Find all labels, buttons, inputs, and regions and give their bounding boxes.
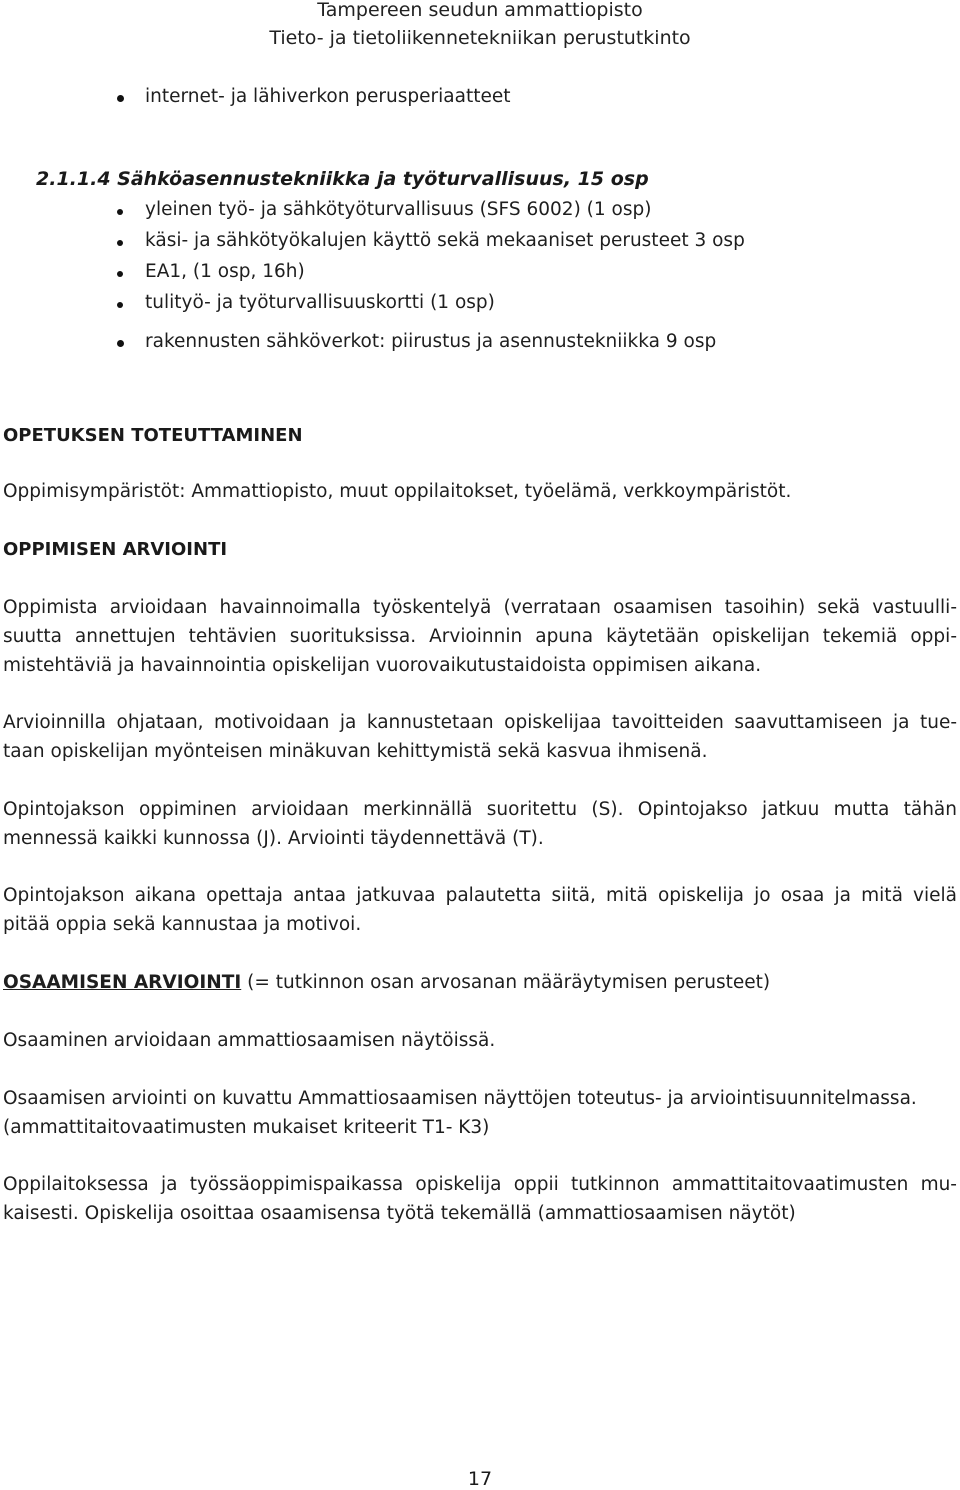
list-item: EA1, (1 osp, 16h)	[145, 261, 305, 282]
bullet-icon	[117, 209, 123, 215]
paragraph-line: Opintojakson oppiminen arvioidaan merkinnällä suoritettu (S). Opintojakso jatkuu mutta tähän	[3, 799, 957, 820]
heading-osaamisen-arviointi: OSAAMISEN ARVIOINTI	[3, 972, 242, 993]
learning-environments-text: Oppimisympäristöt: Ammattiopisto, muut oppilaitokset, työelämä, verkkoympäristöt.	[3, 481, 792, 502]
paragraph-line: kaisesti. Opiskelija osoittaa osaamisensa työtä tekemällä (ammattiosaamisen näytöt)	[3, 1203, 796, 1224]
paragraph-line: Oppilaitoksessa ja työssäoppimispaikassa opiskelija oppii tutkinnon ammattitaitovaatimusten mu-	[3, 1174, 957, 1195]
paragraph-line: pitää oppia sekä kannustaa ja motivoi.	[3, 914, 362, 935]
bullet-icon	[117, 95, 124, 102]
paragraph-line: mennessä kaikki kunnossa (J). Arviointi täydennettävä (T).	[3, 828, 544, 849]
heading-suffix: (= tutkinnon osan arvosanan määräytymisen perusteet)	[241, 972, 771, 993]
bullet-icon	[117, 302, 123, 308]
paragraph-line: Arvioinnilla ohjataan, motivoidaan ja kannustetaan opiskelijaa tavoitteiden saavuttamiseen ja tue-	[3, 712, 957, 733]
paragraph-line: Osaamisen arviointi on kuvattu Ammattiosaamisen näyttöjen toteutus- ja arviointisuunnitelmassa.	[3, 1088, 917, 1109]
paragraph-line: suutta annettujen tehtävien suorituksissa. Arvioinnin apuna käytetään opiskelijan tekemiä oppi-	[3, 626, 957, 647]
paragraph-line: Oppimista arvioidaan havainnoimalla työskentelyä (verrataan osaamisen tasoihin) sekä vastuulli-	[3, 597, 957, 618]
paragraph-line: Osaaminen arvioidaan ammattiosaamisen näytöissä.	[3, 1030, 496, 1051]
paragraph-line: taan opiskelijan myönteisen minäkuvan kehittymistä sekä kasvua ihmisenä.	[3, 741, 708, 762]
bullet-icon	[117, 340, 124, 347]
list-item: yleinen työ- ja sähkötyöturvallisuus (SFS 6002) (1 osp)	[145, 199, 652, 220]
heading-osaamisen-arviointi-line	[3, 972, 770, 993]
section-title: 2.1.1.4 Sähköasennustekniikka ja työturvallisuus, 15 osp	[36, 168, 649, 190]
page-number: 17	[467, 1468, 493, 1490]
list-item: rakennusten sähköverkot: piirustus ja asennustekniikka 9 osp	[145, 331, 717, 352]
header-degree-name: Tieto- ja tietoliikennetekniikan perustutkinto	[269, 27, 691, 49]
heading-opetuksen-toteuttaminen: OPETUKSEN TOTEUTTAMINEN	[3, 425, 303, 446]
intro-bullet-text: internet- ja lähiverkon perusperiaatteet	[145, 86, 511, 107]
paragraph-line: Opintojakson aikana opettaja antaa jatkuvaa palautetta siitä, mitä opiskelija jo osaa ja mitä vielä	[3, 885, 957, 906]
bullet-icon	[117, 271, 123, 277]
bullet-icon	[117, 240, 123, 246]
list-item: käsi- ja sähkötyökalujen käyttö sekä mekaaniset perusteet 3 osp	[145, 230, 745, 251]
list-item: tulityö- ja työturvallisuuskortti (1 osp)	[145, 292, 495, 313]
heading-oppimisen-arviointi: OPPIMISEN ARVIOINTI	[3, 539, 228, 560]
paragraph-line: mistehtäviä ja havainnointia opiskelijan vuorovaikutustaidoista oppimisen aikana.	[3, 655, 762, 676]
paragraph-line: (ammattitaitovaatimusten mukaiset kriteerit T1- K3)	[3, 1117, 490, 1138]
header-school-name: Tampereen seudun ammattiopisto	[317, 0, 643, 21]
